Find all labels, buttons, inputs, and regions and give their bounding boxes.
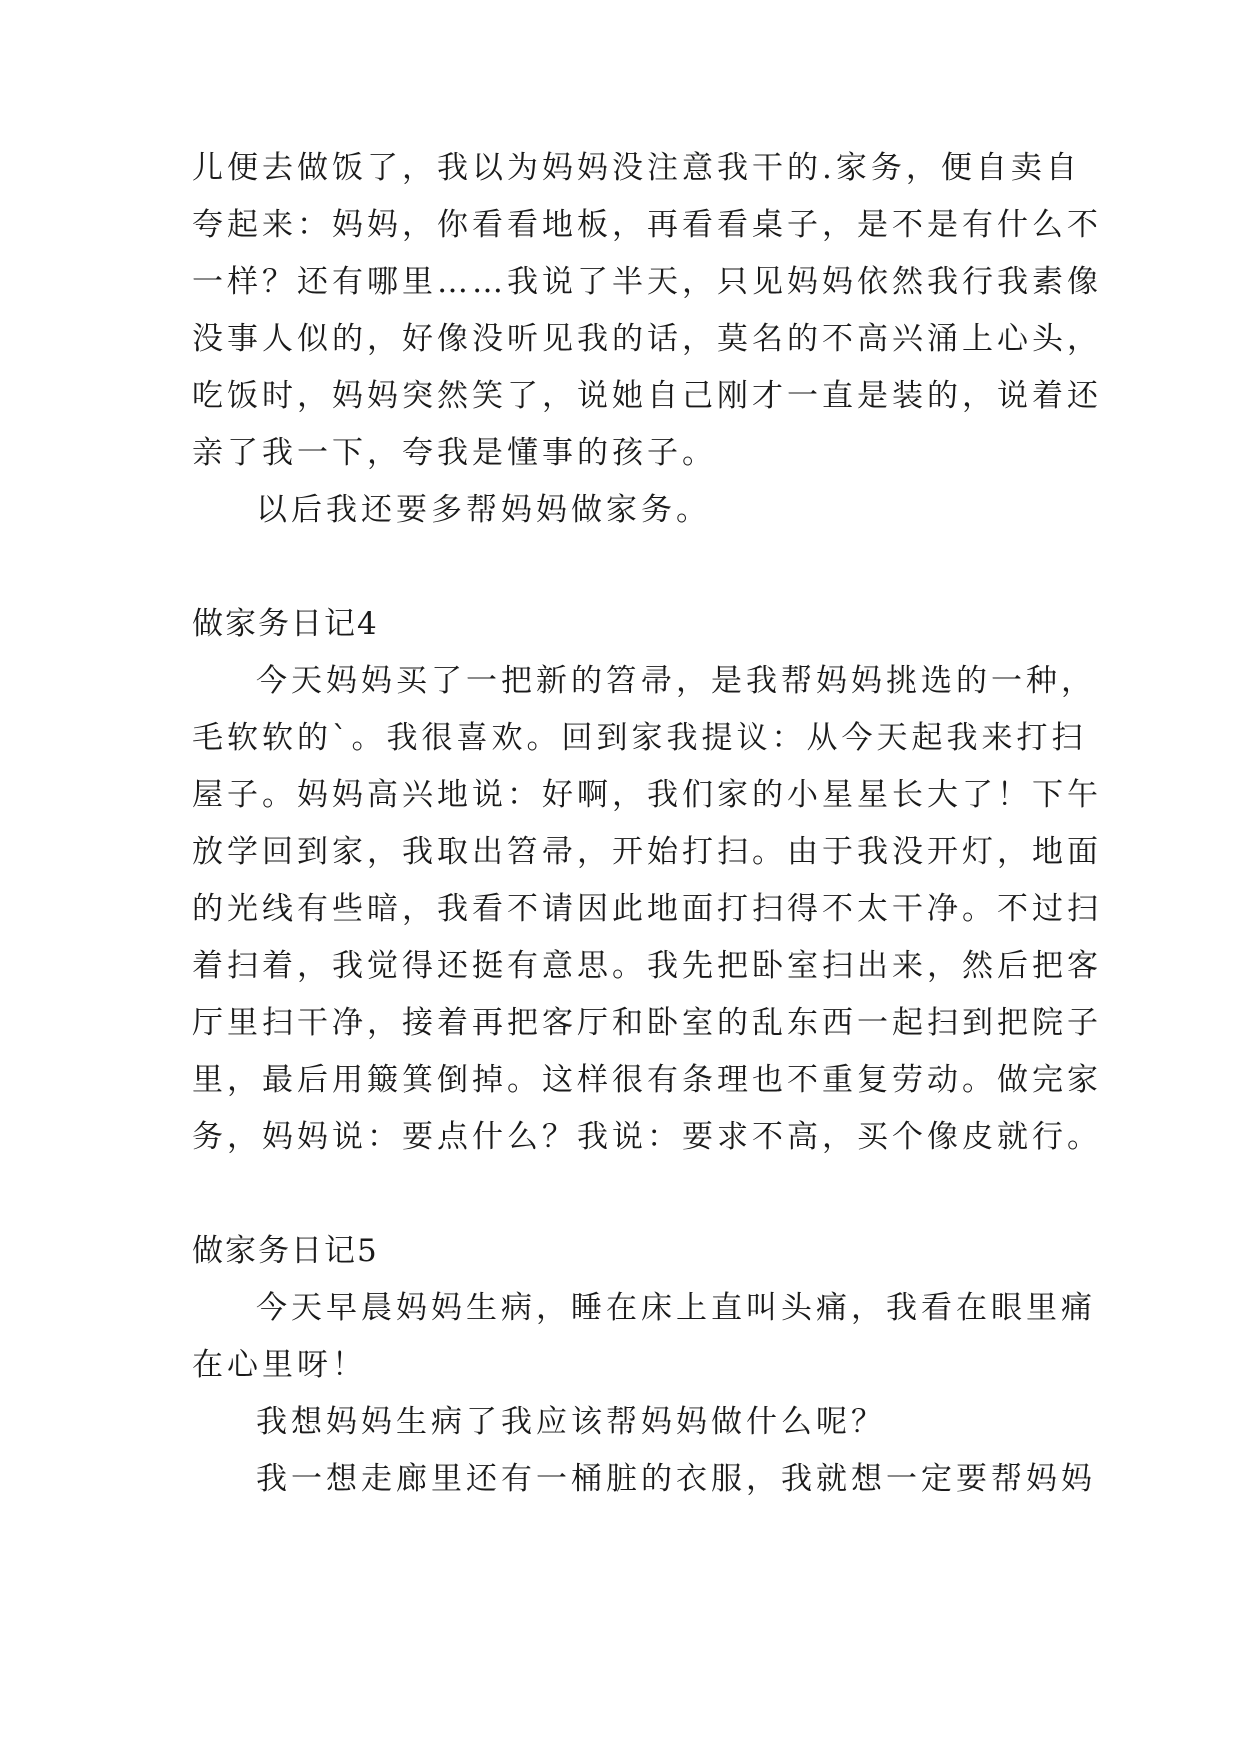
paragraph-line: 毛软软的`。我很喜欢。回到家我提议：从今天起我来打扫 (192, 720, 1087, 756)
paragraph-line: 里，最后用簸箕倒掉。这样很有条理也不重复劳动。做完家 (192, 1062, 1102, 1098)
paragraph-line: 一样？还有哪里……我说了半天，只见妈妈依然我行我素像 (192, 264, 1102, 300)
paragraph-line: 厅里扫干净，接着再把客厅和卧室的乱东西一起扫到把院子 (192, 1005, 1102, 1041)
section-title-4: 做家务日记4 (192, 606, 379, 642)
paragraph-line: 今天早晨妈妈生病，睡在床上直叫头痛，我看在眼里痛 (256, 1290, 1096, 1326)
paragraph-line: 今天妈妈买了一把新的笤帚，是我帮妈妈挑选的一种， (256, 663, 1096, 699)
paragraph: 我想妈妈生病了我应该帮妈妈做什么呢？ (256, 1404, 886, 1440)
paragraph-line: 放学回到家，我取出笤帚，开始打扫。由于我没开灯，地面 (192, 834, 1102, 870)
paragraph-line: 没事人似的，好像没听见我的话，莫名的不高兴涌上心头， (192, 321, 1102, 357)
paragraph: 我一想走廊里还有一桶脏的衣服，我就想一定要帮妈妈 (256, 1461, 1096, 1497)
paragraph-line: 儿便去做饭了，我以为妈妈没注意我干的.家务，便自卖自 (192, 150, 1081, 186)
paragraph-line: 务，妈妈说：要点什么？我说：要求不高，买个像皮就行。 (192, 1119, 1102, 1155)
paragraph-line: 在心里呀！ (192, 1347, 367, 1383)
paragraph-line: 着扫着，我觉得还挺有意思。我先把卧室扫出来，然后把客 (192, 948, 1102, 984)
paragraph-line: 夸起来：妈妈，你看看地板，再看看桌子，是不是有什么不 (192, 207, 1102, 243)
section-title-5: 做家务日记5 (192, 1233, 379, 1269)
paragraph-line: 屋子。妈妈高兴地说：好啊，我们家的小星星长大了！下午 (192, 777, 1102, 813)
closing-paragraph: 以后我还要多帮妈妈做家务。 (256, 492, 711, 528)
paragraph-line: 吃饭时，妈妈突然笑了，说她自己刚才一直是装的，说着还 (192, 378, 1102, 414)
paragraph-line: 亲了我一下，夸我是懂事的孩子。 (192, 435, 717, 471)
paragraph-line: 的光线有些暗，我看不请因此地面打扫得不太干净。不过扫 (192, 891, 1102, 927)
